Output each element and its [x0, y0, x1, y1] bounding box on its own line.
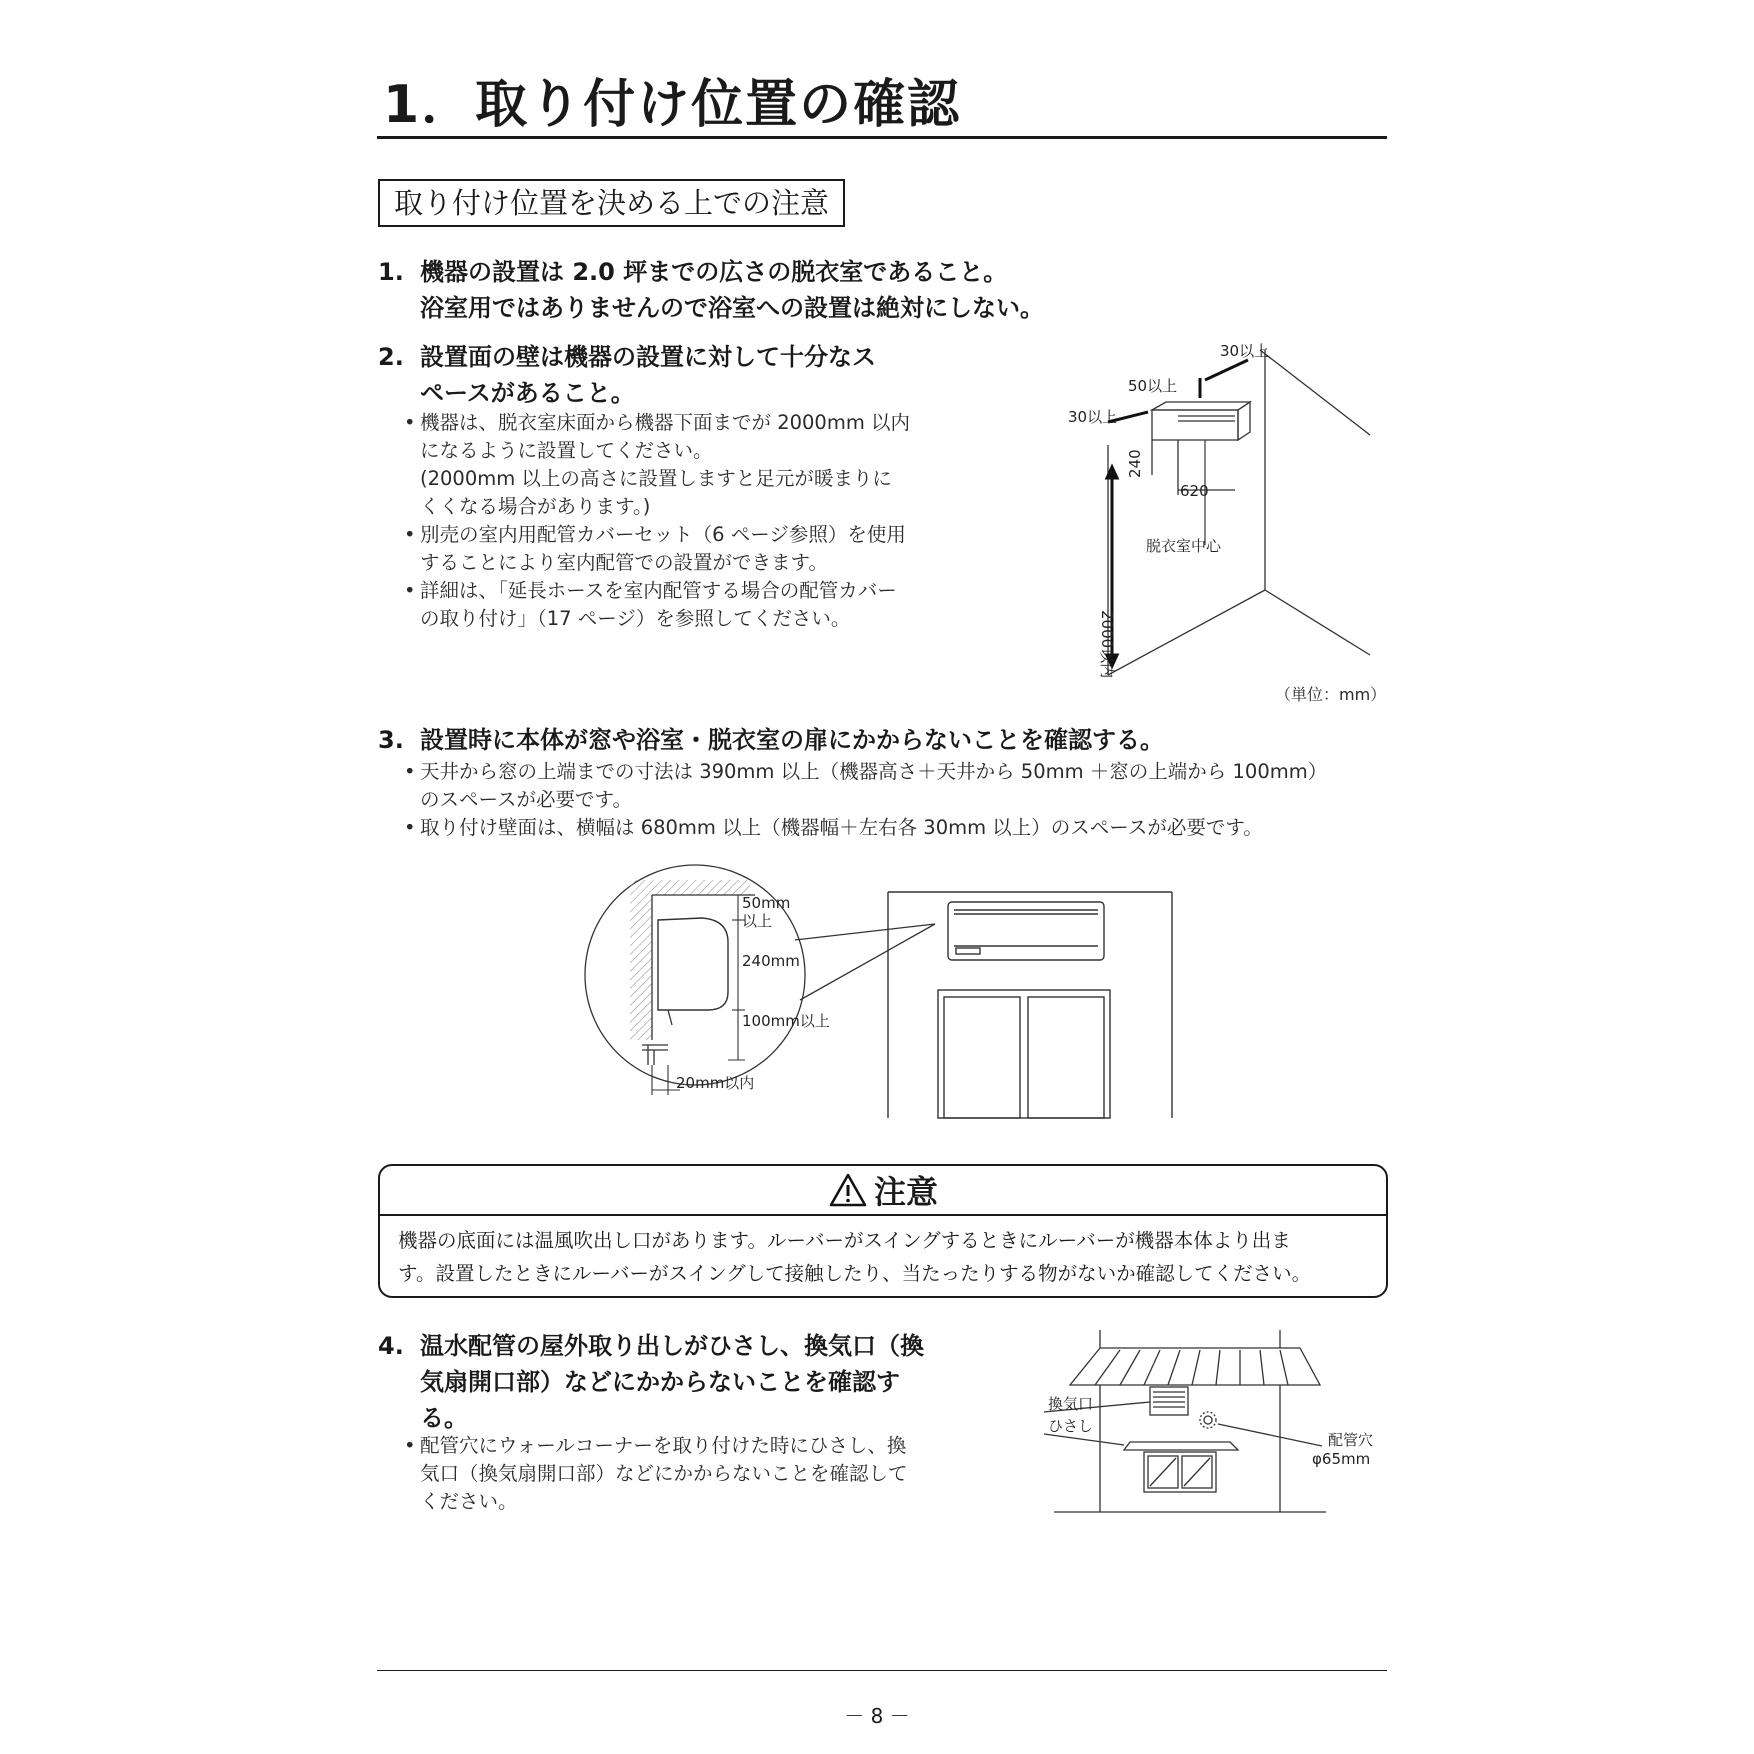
item-3-bullet-1: • 天井から窓の上端までの寸法は 390mm 以上（機器高さ＋天井から 50mm ＋窓の上端から 100mm） — [402, 758, 1327, 786]
item-2-bullet-1: • 機器は、脱衣室床面から機器下面までが 2000mm 以内 — [402, 409, 910, 437]
item-4-line-2: 気扇開口部）などにかからないことを確認す — [420, 1368, 900, 1396]
item-2-bullet-1-cont: くくなる場合があります。) — [420, 495, 651, 518]
caution-box — [378, 1164, 1388, 1298]
item-4 — [378, 1328, 924, 1436]
item-2-line-2: ペースがあること。 — [420, 379, 635, 407]
exterior-diagram — [1040, 1330, 1390, 1530]
gap-top-label: 50mm — [742, 894, 791, 912]
item-3-bullet-1-cont: のスペースが必要です。 — [420, 788, 632, 811]
item-4-bullet-1-cont: ください。 — [420, 1490, 518, 1513]
footer-rule — [377, 1670, 1387, 1671]
item-3-bullets — [402, 758, 1327, 842]
hole-label: 配管穴 — [1328, 1431, 1374, 1449]
item-2-bullet-1-cont: (2000mm 以上の高さに設置しますと足元が暖まりに — [420, 467, 892, 490]
item-2-bullet-1-cont: になるように設置してください。 — [420, 439, 713, 462]
item-2-bullet-3-cont: の取り付け」（17 ページ）を参照してください。 — [420, 607, 851, 630]
item-4-bullet-1: • 配管穴にウォールコーナーを取り付けた時にひさし、換 — [402, 1432, 908, 1460]
item-1 — [378, 254, 1044, 326]
diagram-label-floor: 2000以内 — [1098, 610, 1116, 679]
section-heading: 取り付け位置を決める上での注意 — [378, 179, 845, 227]
item-2-line-1: 設置面の壁は機器の設置に対して十分なス — [420, 343, 876, 371]
caution-header — [380, 1166, 1386, 1216]
eave-label: ひさし — [1048, 1417, 1094, 1435]
warning-triangle-icon — [828, 1172, 868, 1208]
item-2 — [378, 339, 876, 411]
gap-bottom-label: 100mm以上 — [742, 1012, 830, 1030]
item-2-bullet-3: • 詳細は、「延長ホースを室内配管する場合の配管カバー — [402, 577, 910, 605]
unit-height-label: 240mm — [742, 952, 800, 970]
gap-top-label-2: 以上 — [742, 912, 773, 930]
item-1-line-1: 機器の設置は 2.0 坪までの広さの脱衣室であること。 — [420, 258, 1008, 286]
diagram-label-left: 30以上 — [1068, 408, 1118, 426]
vent-label: 換気口 — [1048, 1395, 1094, 1413]
diagram-label-center: 脱衣室中心 — [1146, 537, 1222, 555]
item-1-number: 1. — [378, 258, 404, 286]
item-4-bullet-1-cont: 気口（換気扇開口部）などにかからないことを確認して — [420, 1462, 908, 1485]
clearance-diagram — [1060, 340, 1390, 710]
item-4-bullets — [402, 1432, 908, 1516]
item-2-number: 2. — [378, 343, 404, 371]
item-4-line-3: る。 — [420, 1404, 468, 1432]
item-2-bullets — [402, 409, 910, 633]
title-rule — [377, 136, 1387, 139]
item-2-bullet-2: • 別売の室内用配管カバーセット（6 ページ参照）を使用 — [402, 521, 910, 549]
offset-label: 20mm以内 — [676, 1074, 755, 1092]
caution-line-1: 機器の底面には温風吹出し口があります。ルーバーがスイングするときにルーバーが機器本体より出ま — [398, 1229, 1291, 1252]
diagram-label-top: 30以上 — [1220, 342, 1270, 360]
diagram-label-height: 240 — [1126, 449, 1144, 478]
item-3 — [378, 722, 1164, 758]
item-4-line-1: 温水配管の屋外取り出しがひさし、換気口（換 — [420, 1332, 924, 1360]
item-1-line-2: 浴室用ではありませんので浴室への設置は絶対にしない。 — [420, 294, 1044, 322]
caution-line-2: す。設置したときにルーバーがスイングして接触したり、当たったりする物がないか確認してください。 — [398, 1262, 1312, 1285]
window-diagram — [580, 860, 1180, 1130]
unit-note: （単位：mm） — [1275, 685, 1387, 704]
item-2-bullet-2-cont: することにより室内配管での設置ができます。 — [420, 551, 828, 574]
caution-text — [398, 1224, 1372, 1290]
hole-size-label: φ65mm — [1312, 1450, 1371, 1468]
diagram-label-width: 620 — [1180, 482, 1209, 500]
item-3-line: 設置時に本体が窓や浴室・脱衣室の扉にかからないことを確認する。 — [420, 726, 1164, 754]
item-3-number: 3. — [378, 726, 404, 754]
diagram-label-upper: 50以上 — [1128, 377, 1178, 395]
item-4-number: 4. — [378, 1332, 404, 1360]
item-3-bullet-2: • 取り付け壁面は、横幅は 680mm 以上（機器幅＋左右各 30mm 以上）のスペースが必要です。 — [402, 814, 1327, 842]
caution-title: 注意 — [873, 1173, 938, 1211]
page-title: 1．取り付け位置の確認 — [383, 75, 962, 135]
page-number: － 8 － — [844, 1704, 910, 1728]
